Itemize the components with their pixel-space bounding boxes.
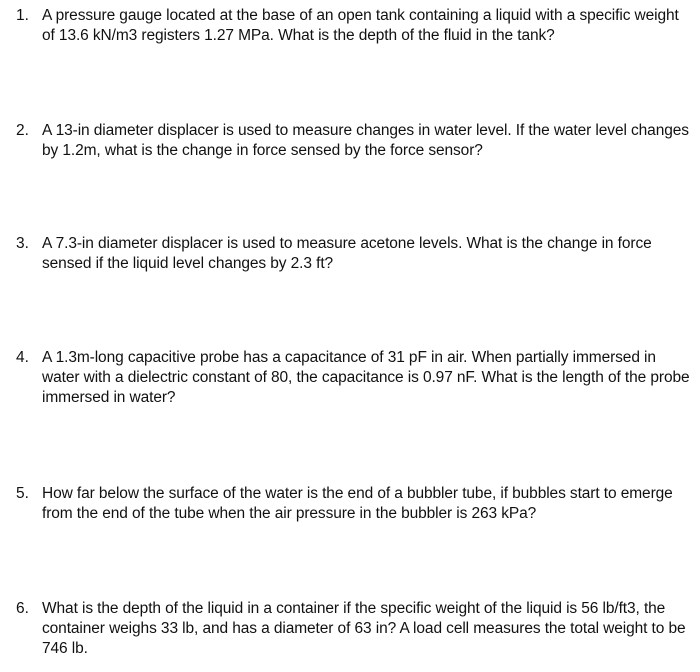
question-4	[0, 348, 700, 408]
question-5	[0, 484, 700, 524]
question-text: A 1.3m-long capacitive probe has a capacitance of 31 pF in air. When partially immersed in water with a dielectric constant of 80, the capacitance is 0.97 nF. What is the length of the probe immersed in water?	[42, 349, 690, 406]
question-number: 1.	[16, 7, 29, 24]
question-text: A 13-in diameter displacer is used to measure changes in water level. If the water level changes by 1.2m, what is the change in force sensed by the force sensor?	[42, 122, 689, 159]
question-text: A 7.3-in diameter displacer is used to measure acetone levels. What is the change in force sensed if the liquid level changes by 2.3 ft?	[42, 235, 652, 272]
question-number: 6.	[16, 600, 29, 617]
question-text: What is the depth of the liquid in a container if the specific weight of the liquid is 56 lb/ft3, the container weighs 33 lb, and has a diameter of 63 in? A load cell measures the total weight to be 746 lb.	[42, 600, 686, 657]
question-number: 3.	[16, 235, 29, 252]
question-1	[0, 6, 700, 46]
question-3	[0, 234, 700, 274]
question-number: 2.	[16, 122, 29, 139]
question-text: How far below the surface of the water is the end of a bubbler tube, if bubbles start to emerge from the end of the tube when the air pressure in the bubbler is 263 kPa?	[42, 485, 673, 522]
question-6	[0, 599, 700, 659]
question-text: A pressure gauge located at the base of an open tank containing a liquid with a specific weight of 13.6 kN/m3 registers 1.27 MPa. What is the depth of the fluid in the tank?	[42, 7, 679, 44]
question-number: 5.	[16, 485, 29, 502]
question-2	[0, 121, 700, 161]
question-number: 4.	[16, 349, 29, 366]
